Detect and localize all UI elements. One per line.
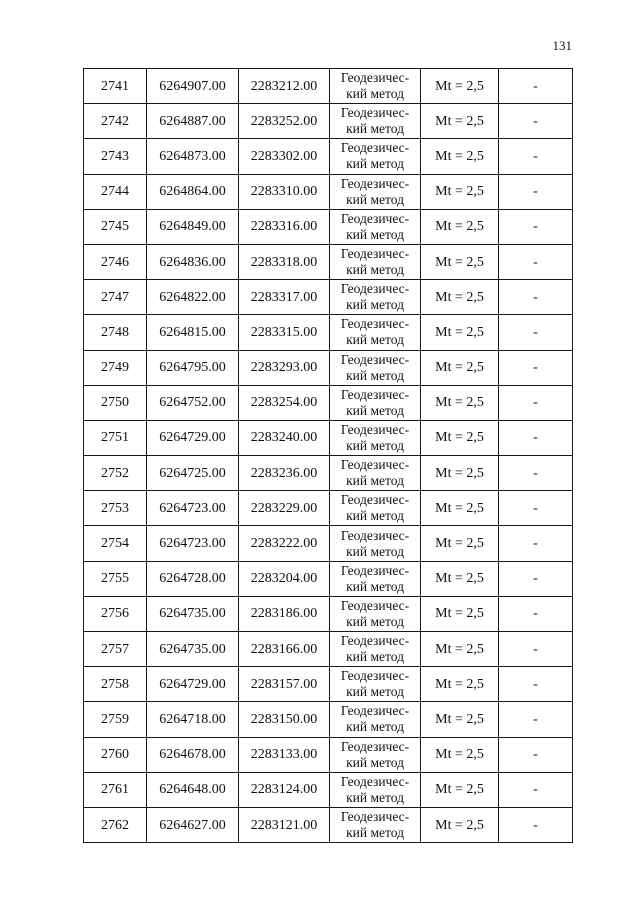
method-line-2: кий метод: [346, 332, 404, 348]
method-cell: [330, 385, 421, 420]
y-coordinate-cell: 2283317.00: [239, 280, 330, 315]
note-cell: -: [499, 174, 573, 209]
accuracy-cell: Mt = 2,5: [421, 174, 499, 209]
table-row: [84, 209, 573, 244]
note-cell: -: [499, 491, 573, 526]
note-cell: -: [499, 280, 573, 315]
x-coordinate-cell: 6264822.00: [147, 280, 239, 315]
note-cell: -: [499, 807, 573, 842]
method-cell: [330, 632, 421, 667]
point-number-cell: 2741: [84, 69, 147, 104]
method-line-1: Геодезичес-: [340, 70, 410, 86]
table-row: [84, 491, 573, 526]
table-row: [84, 244, 573, 279]
method-line-2: кий метод: [346, 649, 404, 665]
note-cell: -: [499, 772, 573, 807]
method-cell: [330, 667, 421, 702]
x-coordinate-cell: 6264723.00: [147, 526, 239, 561]
method-line-2: кий метод: [346, 789, 404, 805]
method-cell: [330, 315, 421, 350]
method-line-1: Геодезичес-: [340, 668, 410, 684]
y-coordinate-cell: 2283318.00: [239, 244, 330, 279]
point-number-cell: 2760: [84, 737, 147, 772]
y-coordinate-cell: 2283293.00: [239, 350, 330, 385]
table-row: [84, 772, 573, 807]
point-number-cell: 2744: [84, 174, 147, 209]
table-row: [84, 69, 573, 104]
method-line-1: Геодезичес-: [340, 527, 410, 543]
accuracy-cell: Mt = 2,5: [421, 315, 499, 350]
table-row: [84, 280, 573, 315]
x-coordinate-cell: 6264849.00: [147, 209, 239, 244]
point-number-cell: 2762: [84, 807, 147, 842]
accuracy-cell: Mt = 2,5: [421, 702, 499, 737]
y-coordinate-cell: 2283236.00: [239, 456, 330, 491]
method-cell: [330, 209, 421, 244]
accuracy-cell: Mt = 2,5: [421, 420, 499, 455]
accuracy-cell: Mt = 2,5: [421, 244, 499, 279]
method-cell: [330, 807, 421, 842]
method-cell: [330, 69, 421, 104]
x-coordinate-cell: 6264678.00: [147, 737, 239, 772]
point-number-cell: 2752: [84, 456, 147, 491]
y-coordinate-cell: 2283204.00: [239, 561, 330, 596]
method-line-2: кий метод: [346, 297, 404, 313]
method-line-1: Геодезичес-: [340, 105, 410, 121]
x-coordinate-cell: 6264795.00: [147, 350, 239, 385]
y-coordinate-cell: 2283212.00: [239, 69, 330, 104]
y-coordinate-cell: 2283157.00: [239, 667, 330, 702]
x-coordinate-cell: 6264718.00: [147, 702, 239, 737]
table-row: [84, 315, 573, 350]
point-number-cell: 2753: [84, 491, 147, 526]
point-number-cell: 2758: [84, 667, 147, 702]
method-line-2: кий метод: [346, 825, 404, 841]
method-cell: [330, 280, 421, 315]
x-coordinate-cell: 6264627.00: [147, 807, 239, 842]
x-coordinate-cell: 6264864.00: [147, 174, 239, 209]
coordinates-table: [83, 68, 573, 843]
accuracy-cell: Mt = 2,5: [421, 209, 499, 244]
table-row: [84, 667, 573, 702]
point-number-cell: 2759: [84, 702, 147, 737]
y-coordinate-cell: 2283316.00: [239, 209, 330, 244]
method-cell: [330, 456, 421, 491]
table-row: [84, 596, 573, 631]
note-cell: -: [499, 209, 573, 244]
method-line-2: кий метод: [346, 262, 404, 278]
method-line-1: Геодезичес-: [340, 351, 410, 367]
method-line-2: кий метод: [346, 543, 404, 559]
y-coordinate-cell: 2283302.00: [239, 139, 330, 174]
note-cell: -: [499, 420, 573, 455]
method-line-1: Геодезичес-: [340, 386, 410, 402]
method-cell: [330, 420, 421, 455]
x-coordinate-cell: 6264887.00: [147, 104, 239, 139]
table-row: [84, 139, 573, 174]
table-row: [84, 737, 573, 772]
y-coordinate-cell: 2283254.00: [239, 385, 330, 420]
page-number: 131: [552, 38, 572, 53]
method-line-2: кий метод: [346, 684, 404, 700]
note-cell: -: [499, 69, 573, 104]
coordinates-table-body: [84, 69, 573, 843]
method-line-1: Геодезичес-: [340, 140, 410, 156]
note-cell: -: [499, 596, 573, 631]
y-coordinate-cell: 2283310.00: [239, 174, 330, 209]
method-cell: [330, 491, 421, 526]
point-number-cell: 2757: [84, 632, 147, 667]
y-coordinate-cell: 2283186.00: [239, 596, 330, 631]
method-line-1: Геодезичес-: [340, 246, 410, 262]
point-number-cell: 2745: [84, 209, 147, 244]
point-number-cell: 2742: [84, 104, 147, 139]
method-cell: [330, 737, 421, 772]
note-cell: -: [499, 315, 573, 350]
method-line-1: Геодезичес-: [340, 421, 410, 437]
y-coordinate-cell: 2283166.00: [239, 632, 330, 667]
y-coordinate-cell: 2283315.00: [239, 315, 330, 350]
method-line-1: Геодезичес-: [340, 562, 410, 578]
accuracy-cell: Mt = 2,5: [421, 280, 499, 315]
point-number-cell: 2751: [84, 420, 147, 455]
note-cell: -: [499, 350, 573, 385]
point-number-cell: 2756: [84, 596, 147, 631]
accuracy-cell: Mt = 2,5: [421, 561, 499, 596]
table-row: [84, 104, 573, 139]
table-row: [84, 702, 573, 737]
method-line-1: Геодезичес-: [340, 210, 410, 226]
note-cell: -: [499, 385, 573, 420]
method-line-2: кий метод: [346, 86, 404, 102]
accuracy-cell: Mt = 2,5: [421, 632, 499, 667]
method-line-2: кий метод: [346, 754, 404, 770]
method-line-1: Геодезичес-: [340, 809, 410, 825]
method-line-1: Геодезичес-: [340, 773, 410, 789]
table-row: [84, 561, 573, 596]
x-coordinate-cell: 6264723.00: [147, 491, 239, 526]
point-number-cell: 2754: [84, 526, 147, 561]
point-number-cell: 2761: [84, 772, 147, 807]
method-line-1: Геодезичес-: [340, 738, 410, 754]
method-line-1: Геодезичес-: [340, 703, 410, 719]
method-cell: [330, 561, 421, 596]
table-row: [84, 174, 573, 209]
table-row: [84, 456, 573, 491]
method-line-1: Геодезичес-: [340, 316, 410, 332]
note-cell: -: [499, 526, 573, 561]
y-coordinate-cell: 2283124.00: [239, 772, 330, 807]
point-number-cell: 2755: [84, 561, 147, 596]
table-row: [84, 807, 573, 842]
table-row: [84, 526, 573, 561]
method-line-2: кий метод: [346, 367, 404, 383]
point-number-cell: 2750: [84, 385, 147, 420]
accuracy-cell: Mt = 2,5: [421, 350, 499, 385]
y-coordinate-cell: 2283121.00: [239, 807, 330, 842]
accuracy-cell: Mt = 2,5: [421, 491, 499, 526]
accuracy-cell: Mt = 2,5: [421, 385, 499, 420]
note-cell: -: [499, 632, 573, 667]
point-number-cell: 2746: [84, 244, 147, 279]
accuracy-cell: Mt = 2,5: [421, 807, 499, 842]
note-cell: -: [499, 667, 573, 702]
x-coordinate-cell: 6264873.00: [147, 139, 239, 174]
note-cell: -: [499, 456, 573, 491]
note-cell: -: [499, 702, 573, 737]
x-coordinate-cell: 6264735.00: [147, 632, 239, 667]
y-coordinate-cell: 2283240.00: [239, 420, 330, 455]
x-coordinate-cell: 6264752.00: [147, 385, 239, 420]
method-line-2: кий метод: [346, 191, 404, 207]
note-cell: -: [499, 139, 573, 174]
x-coordinate-cell: 6264815.00: [147, 315, 239, 350]
method-line-1: Геодезичес-: [340, 633, 410, 649]
method-line-1: Геодезичес-: [340, 597, 410, 613]
point-number-cell: 2747: [84, 280, 147, 315]
table-row: [84, 632, 573, 667]
method-line-2: кий метод: [346, 473, 404, 489]
table-row: [84, 385, 573, 420]
accuracy-cell: Mt = 2,5: [421, 772, 499, 807]
method-line-2: кий метод: [346, 121, 404, 137]
x-coordinate-cell: 6264729.00: [147, 420, 239, 455]
accuracy-cell: Mt = 2,5: [421, 667, 499, 702]
point-number-cell: 2749: [84, 350, 147, 385]
method-line-2: кий метод: [346, 719, 404, 735]
point-number-cell: 2743: [84, 139, 147, 174]
method-cell: [330, 350, 421, 385]
method-cell: [330, 526, 421, 561]
method-line-2: кий метод: [346, 578, 404, 594]
method-cell: [330, 139, 421, 174]
method-line-2: кий метод: [346, 437, 404, 453]
table-row: [84, 420, 573, 455]
x-coordinate-cell: 6264725.00: [147, 456, 239, 491]
x-coordinate-cell: 6264729.00: [147, 667, 239, 702]
x-coordinate-cell: 6264728.00: [147, 561, 239, 596]
y-coordinate-cell: 2283229.00: [239, 491, 330, 526]
method-line-2: кий метод: [346, 508, 404, 524]
method-line-1: Геодезичес-: [340, 175, 410, 191]
method-cell: [330, 772, 421, 807]
note-cell: -: [499, 737, 573, 772]
table-row: [84, 350, 573, 385]
method-line-2: кий метод: [346, 156, 404, 172]
method-line-1: Геодезичес-: [340, 492, 410, 508]
y-coordinate-cell: 2283252.00: [239, 104, 330, 139]
method-cell: [330, 596, 421, 631]
accuracy-cell: Mt = 2,5: [421, 456, 499, 491]
accuracy-cell: Mt = 2,5: [421, 737, 499, 772]
y-coordinate-cell: 2283150.00: [239, 702, 330, 737]
x-coordinate-cell: 6264907.00: [147, 69, 239, 104]
method-line-2: кий метод: [346, 402, 404, 418]
note-cell: -: [499, 244, 573, 279]
x-coordinate-cell: 6264836.00: [147, 244, 239, 279]
accuracy-cell: Mt = 2,5: [421, 69, 499, 104]
method-line-1: Геодезичес-: [340, 281, 410, 297]
x-coordinate-cell: 6264735.00: [147, 596, 239, 631]
method-cell: [330, 104, 421, 139]
y-coordinate-cell: 2283133.00: [239, 737, 330, 772]
x-coordinate-cell: 6264648.00: [147, 772, 239, 807]
accuracy-cell: Mt = 2,5: [421, 526, 499, 561]
method-line-2: кий метод: [346, 613, 404, 629]
accuracy-cell: Mt = 2,5: [421, 104, 499, 139]
method-cell: [330, 244, 421, 279]
point-number-cell: 2748: [84, 315, 147, 350]
method-line-1: Геодезичес-: [340, 457, 410, 473]
note-cell: -: [499, 104, 573, 139]
method-line-2: кий метод: [346, 226, 404, 242]
y-coordinate-cell: 2283222.00: [239, 526, 330, 561]
method-cell: [330, 174, 421, 209]
accuracy-cell: Mt = 2,5: [421, 596, 499, 631]
note-cell: -: [499, 561, 573, 596]
method-cell: [330, 702, 421, 737]
accuracy-cell: Mt = 2,5: [421, 139, 499, 174]
